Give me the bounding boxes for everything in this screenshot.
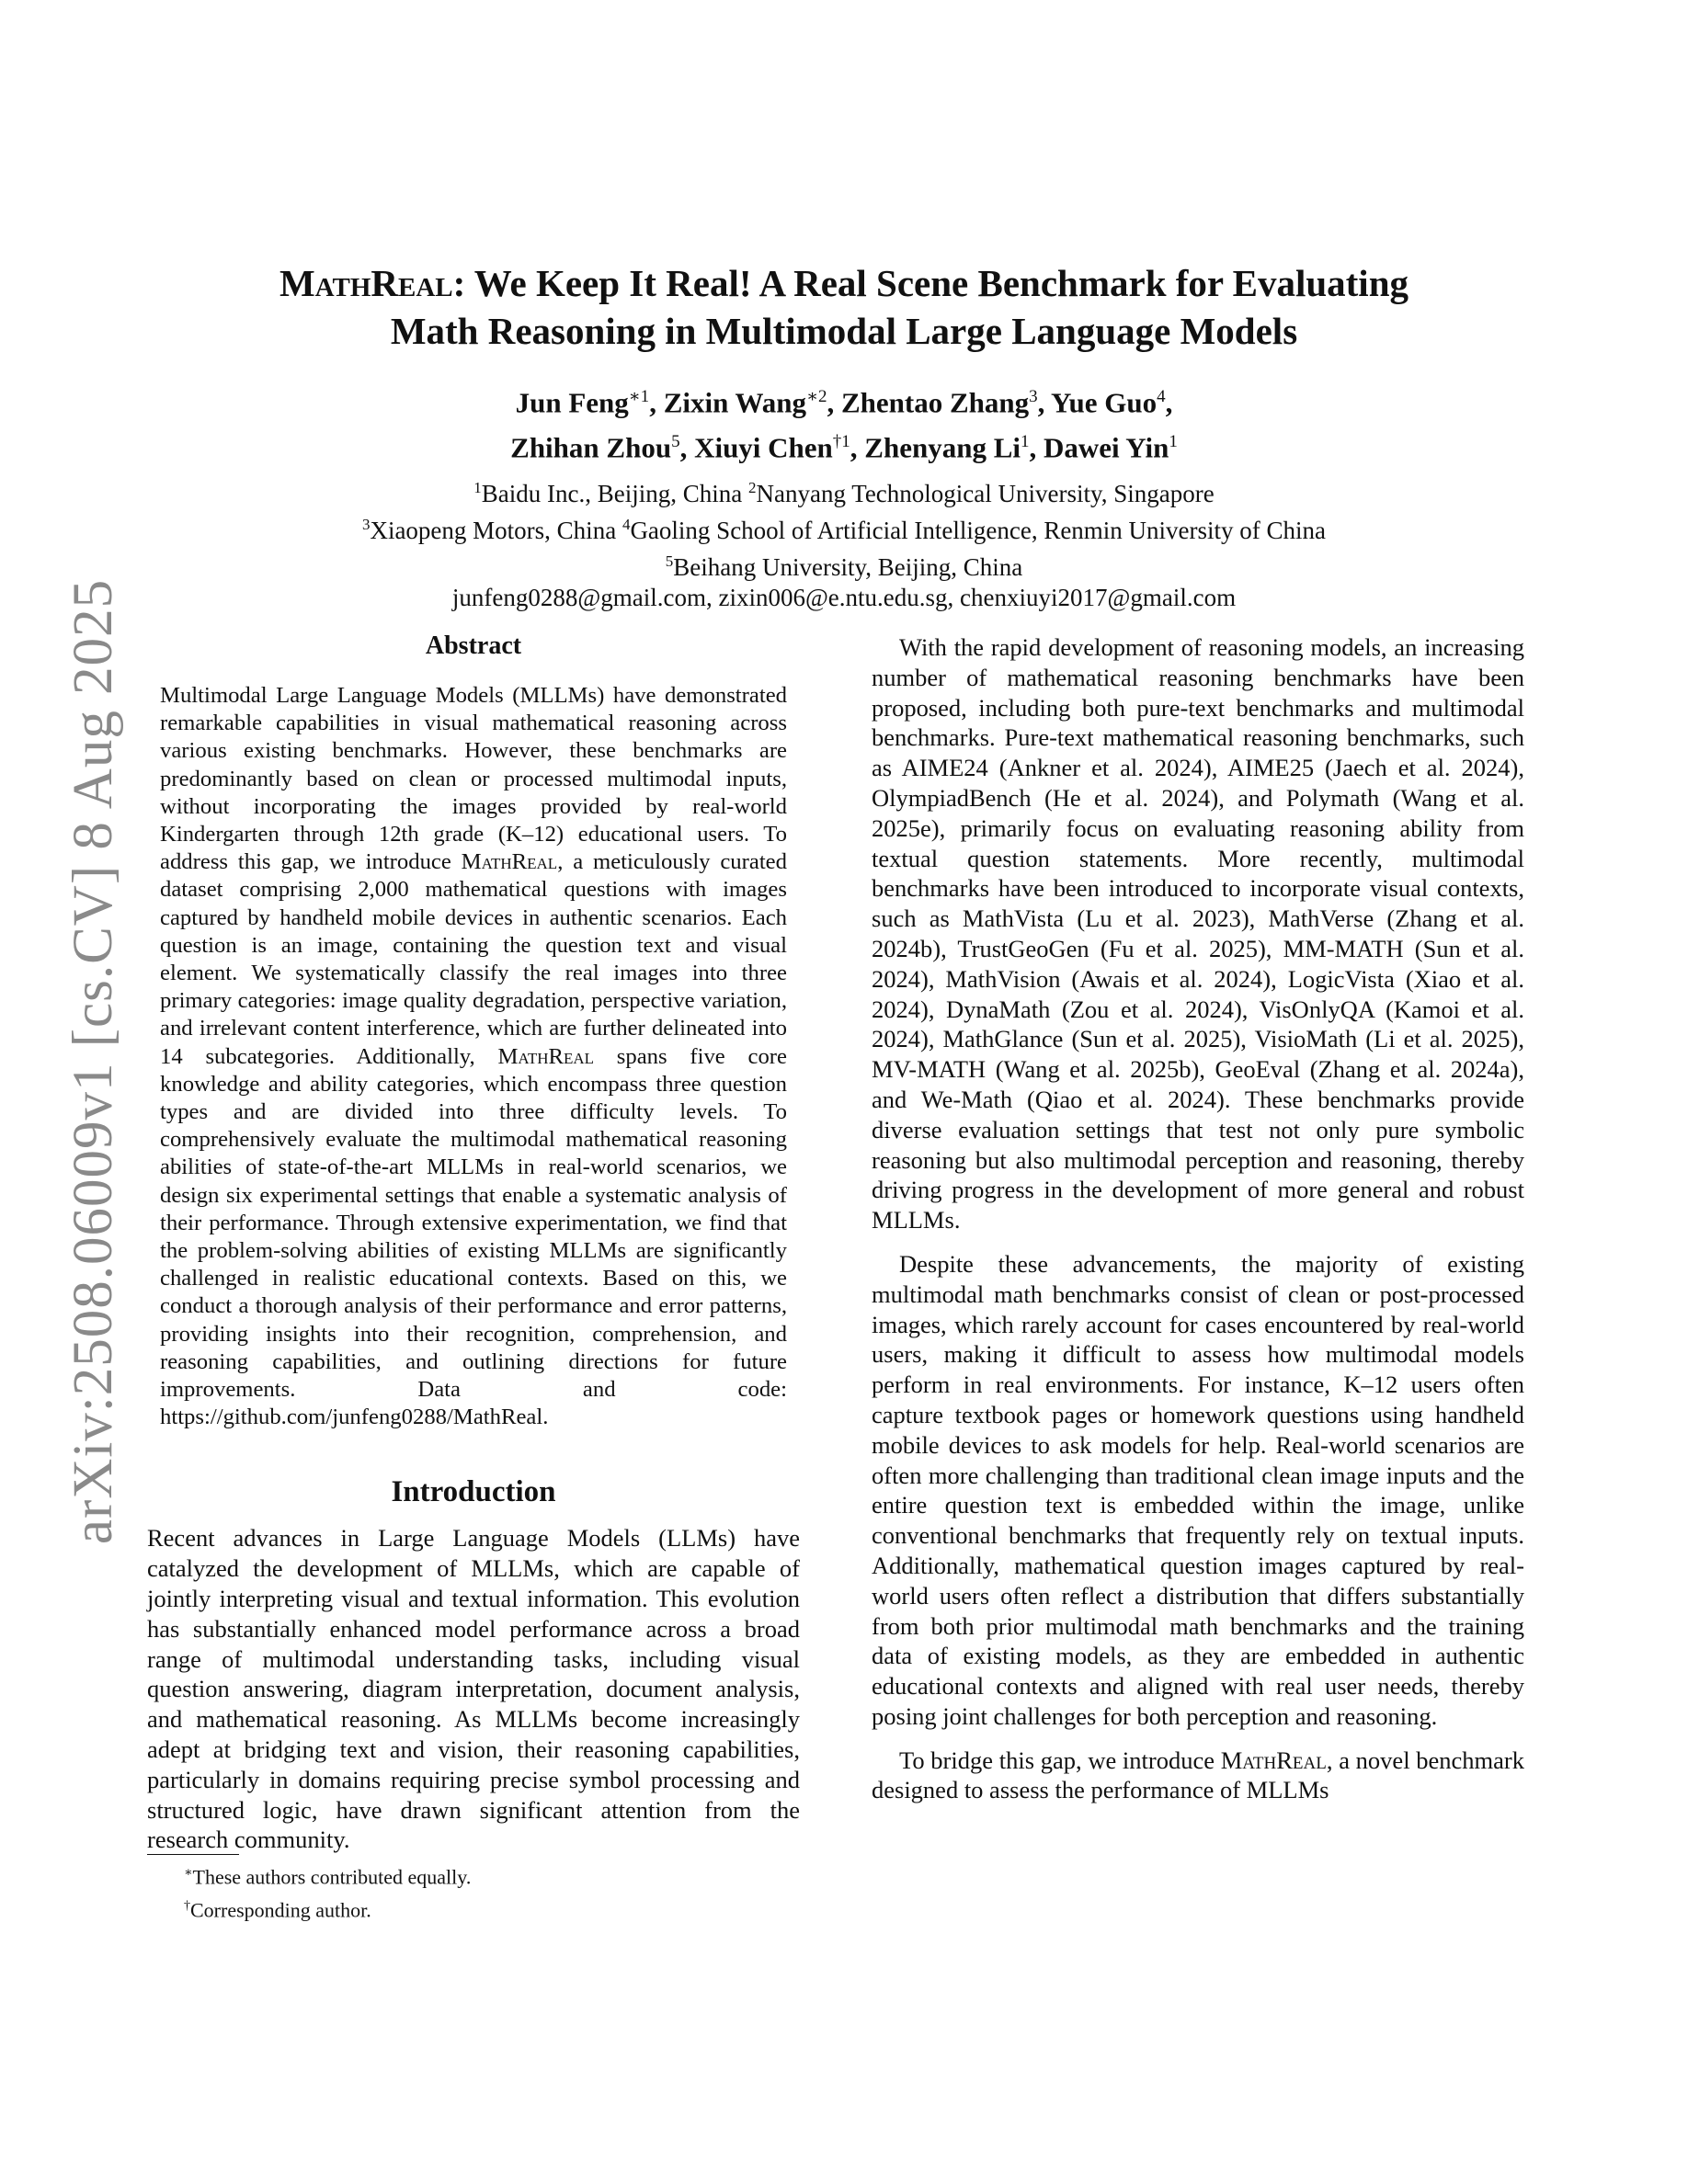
footnote-rule	[147, 1854, 239, 1855]
footnote-text: These authors contributed equally.	[192, 1865, 472, 1889]
footnote-mark: †	[184, 1899, 190, 1914]
author: Zixin Wang	[663, 386, 807, 419]
abstract-text	[147, 682, 800, 1431]
introduction-heading: Introduction	[391, 1475, 556, 1509]
author: Zhenyang Li	[864, 431, 1021, 464]
author: Yue Guo	[1051, 386, 1158, 419]
abstract-heading: Abstract	[425, 631, 522, 660]
author: Xiuyi Chen	[694, 431, 833, 464]
author: Jun Feng	[515, 386, 629, 419]
footnotes	[147, 1854, 800, 1926]
affiliation-line	[129, 546, 1559, 583]
affiliation: Baidu Inc., Beijing, China	[481, 479, 748, 507]
title-line1-rest: : We Keep It Real! A Real Scene Benchmark for Evaluating	[452, 262, 1409, 304]
abstract-segment: spans five core knowledge and ability categories, which encompass three question types and are divided into three difficulty levels. To comprehensively evaluate the multimodal mathematical reasoning abilities of state-of-the-art MLLMs in real-world scenarios, we design six experimental settings that enable a systematic analysis of their performance. Through extensive experimentation, we find that the problem-solving abilities of existing MLLMs are significantly challenged in realistic educational contexts. Based on this, we conduct a thorough analysis of their performance and error patterns, providing insights into their recognition, comprehension, and reasoning capabilities, and outlining directions for future improvements. Data and code: https://github.com/junfeng0288/MathReal.	[160, 1043, 787, 1430]
paragraph-segment: To bridge this gap, we introduce	[899, 1746, 1221, 1774]
author-affiliation-mark: †1	[832, 432, 850, 452]
footnote-text: Corresponding author.	[190, 1898, 371, 1922]
affiliation-mark: 5	[665, 552, 674, 570]
title-smallcaps-real: Real	[371, 262, 453, 304]
paper-title	[129, 259, 1559, 355]
affiliation-line	[129, 472, 1559, 509]
left-column	[147, 631, 800, 1855]
introduction-paragraph-3: Despite these advancements, the majority of existing multimodal math benchmarks consist of clean or post-processed images, which rarely account for cases encountered by real-world users, making it difficult to assess how multimodal models perform in real environments. For instance, K–12 users often capture textbook pages or homework questions using handheld mobile devices to ask models for help. Real-world scenarios are often more challenging than traditional clean image inputs and the entire question text is embedded within the image, unlike conventional benchmarks that frequently rely on textual inputs. Additionally, mathematical question images captured by real-world users often reflect a distribution that differs substantially from both prior multimodal math benchmarks and the training data of existing models, as they are embedded in authentic educational contexts and aligned with real user needs, thereby posing joint challenges for both perception and reasoning.	[872, 1249, 1524, 1730]
affiliation: Gaoling School of Artificial Intelligence, Renmin University of China	[630, 516, 1327, 544]
introduction-paragraph-2: With the rapid development of reasoning models, an increasing number of mathematical reasoning benchmarks have been proposed, including both pure-text benchmarks and multimodal benchmarks. Pure-text mathematical reasoning benchmarks, such as AIME24 (Ankner et al. 2024), AIME25 (Jaech et al. 2024), OlympiadBench (He et al. 2024), and Polymath (Wang et al. 2025e), primarily focus on evaluating reasoning ability from textual question statements. More recently, multimodal benchmarks have been introduced to incorporate visual contexts, such as MathVista (Lu et al. 2023), MathVerse (Zhang et al. 2024b), TrustGeoGen (Fu et al. 2025), MM-MATH (Sun et al. 2024), MathVision (Awais et al. 2024), LogicVista (Xiao et al. 2024), DynaMath (Zou et al. 2024), VisOnlyQA (Kamoi et al. 2024), MathGlance (Sun et al. 2025), VisioMath (Li et al. 2025), MV-MATH (Wang et al. 2025b), GeoEval (Zhang et al. 2024a), and We-Math (Qiao et al. 2024). These benchmarks provide diverse evaluation settings that test not only pure symbolic reasoning but also multimodal perception and reasoning, thereby driving progress in the development of more general and robust MLLMs.	[872, 633, 1524, 1234]
affiliation-mark: 2	[747, 478, 757, 496]
affiliation: Beihang University, Beijing, China	[673, 552, 1023, 581]
arxiv-identifier-text: arXiv:2508.06009v1 [cs.CV] 8 Aug 2025	[63, 578, 124, 1545]
dataset-name: MathReal	[1220, 1746, 1327, 1774]
dataset-name: MathReal	[461, 849, 558, 875]
author-affiliation-mark: 4	[1157, 387, 1166, 406]
paper-header	[129, 259, 1559, 613]
affiliation-list	[129, 472, 1559, 613]
abstract-segment: , a meticulously curated dataset comprising 2,000 mathematical questions with images captured by handheld mobile devices in authentic scenarios. Each question is an image, containing the question text and visual element. We systematically classify the real images into three primary categories: image quality degradation, perspective variation, and irrelevant content interference, which are further delineated into 14 subcategories. Additionally,	[160, 849, 787, 1069]
affiliation: Nanyang Technological University, Singapore	[756, 479, 1215, 507]
author-affiliation-mark: ∗1	[628, 387, 650, 406]
title-smallcaps-math: Math	[279, 262, 371, 304]
footnote-corresponding-author	[147, 1892, 800, 1925]
title-line2: Math Reasoning in Multimodal Large Language Models	[390, 310, 1298, 352]
author: Dawei Yin	[1044, 431, 1169, 464]
author-affiliation-mark: 1	[1169, 432, 1178, 452]
author-affiliation-mark: 5	[671, 432, 680, 452]
affiliation-mark: 4	[622, 515, 631, 533]
author-list: Jun Feng$^{∗1}$, Zixin Wang$^{∗2}$, Zhentao Zhang$^3$, Yue Guo$^4$, Zhihan Zhou$^5$, Xiuyi Chen$^{\dagger 1}$, Zhenyang Li$^1$, Dawei Yin$^1$	[510, 386, 1178, 464]
footnote-equal-contribution	[147, 1859, 800, 1892]
author-emails: junfeng0288@gmail.com, zixin006@e.ntu.edu.sg, chenxiuyi2017@gmail.com	[451, 583, 1237, 611]
affiliation-line	[129, 509, 1559, 546]
introduction-paragraph-4	[872, 1746, 1524, 1806]
paragraph-segment: , a novel benchmark designed to assess the performance of MLLMs	[872, 1746, 1524, 1804]
dataset-name: MathReal	[497, 1043, 595, 1069]
affiliation: Xiaopeng Motors, China	[370, 516, 622, 544]
author-affiliation-mark: 3	[1029, 387, 1038, 406]
introduction-paragraph-1: Recent advances in Large Language Models (LLMs) have catalyzed the development of MLLMs, which are capable of jointly interpreting visual and textual information. This evolution has substantially enhanced model performance across a broad range of multimodal understanding tasks, including visual question answering, diagram interpretation, document analysis, and mathematical reasoning. As MLLMs become increasingly adept at bridging text and vision, their reasoning capabilities, particularly in domains requiring precise symbol processing and structured logic, have drawn significant attention from the research community.	[147, 1524, 800, 1854]
footnote-mark: ∗	[184, 1866, 193, 1880]
affiliation-mark: 1	[473, 478, 482, 496]
right-column	[872, 632, 1524, 1805]
author-affiliation-mark: ∗2	[806, 387, 827, 406]
abstract-segment: Multimodal Large Language Models (MLLMs) have demonstrated remarkable capabilities in visual mathematical reasoning across various existing benchmarks. However, these benchmarks are predominantly based on clean or processed multimodal inputs, without incorporating the images provided by real-world Kindergarten through 12th grade (K–12) educational users. To address this gap, we introduce	[160, 683, 787, 875]
author: Zhihan Zhou	[510, 431, 672, 464]
author-affiliation-mark: 1	[1021, 432, 1030, 452]
author: Zhentao Zhang	[840, 386, 1030, 419]
affiliation-mark: 3	[361, 515, 371, 533]
